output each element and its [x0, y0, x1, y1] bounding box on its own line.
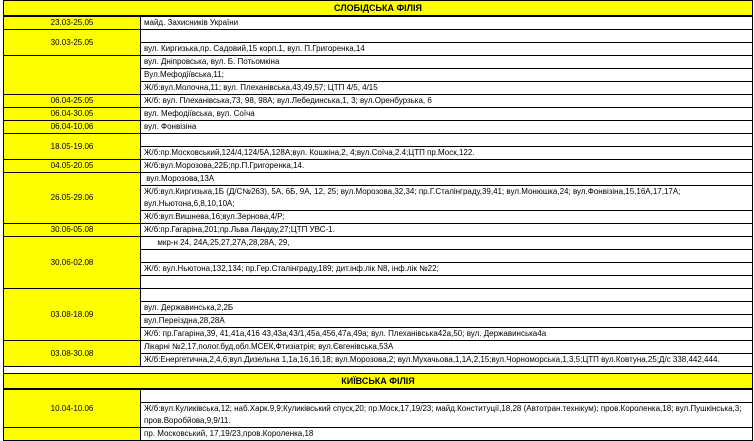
address-line: Ж/б:пр.Московський,124/4,124/5А,128А;вул. Кошкіна,2, 4;вул.Соїча,2.4;ЦТП пр.Моск,122. [141, 146, 752, 159]
address-line [141, 249, 752, 262]
address-cell [140, 223, 753, 237]
date-range-cell: 23.03-25.05 [3, 16, 141, 30]
address-line: вул. Мефодіївська, вул. Соїча [144, 109, 255, 118]
date-range-cell: 04.05-20.05 [3, 159, 141, 173]
address-line: Ж/б: пр.Гагаріна,39, 41,41а,416 43,43а,43/1,45а,456,47а,49а; вул. Плеханівська42а,50; вул. Державинська4а [141, 327, 752, 340]
address-cell [140, 107, 753, 121]
address-line: Ж/б: вул.Ньютона,132,134; пр.Гер.Сталінграду,189; дит.інф.лік N8, інф.лік №22; [141, 262, 752, 275]
address-line [141, 390, 752, 402]
address-cell [140, 29, 753, 56]
address-cell [140, 427, 753, 441]
date-range-cell: 18.05-19.06 [3, 133, 141, 160]
address-line: Ж/б:Енергетична,2,4,6;вул.Дизельна 1,1а,16,16,18; вул.Морозова,2; вул.Мухачьова,1,1А,2,15;вул.Чорноморська,1,3,5;ЦТП вул.Ковтуна,25;Д/с 338,442,444. [141, 353, 752, 366]
table-row [3, 120, 753, 134]
address-line [141, 289, 752, 301]
table-row [3, 159, 753, 173]
address-cell [140, 16, 753, 30]
address-line: вул. Фонвізіна [144, 122, 197, 131]
address-line: Ж/б:вул.Молочна,11; вул. Плеханівська,43,49,57; ЦТП 4/5, 4/15 [141, 81, 752, 94]
date-range-cell: 06.04-30.05 [3, 107, 141, 121]
table-row [3, 340, 753, 367]
address-line: Ж/б:вул.Вишнева,16;вул.Зернова,4/Р; [141, 210, 752, 223]
address-cell [140, 120, 753, 134]
address-line: Вул.Мефодіївська,11; [141, 68, 752, 81]
date-range-cell: 06.04-25.05 [3, 94, 141, 108]
address-cell [140, 133, 753, 160]
table-row [3, 29, 753, 56]
table-row [3, 133, 753, 160]
address-cell [140, 236, 753, 289]
date-range-cell: 30.06-02.08 [3, 236, 141, 289]
date-range-cell: 30.03-25.05 [3, 29, 141, 56]
address-cell [140, 94, 753, 108]
table-row [3, 16, 753, 30]
address-line: пр. Московський, 17,19/23,пров.Короленка,18 [144, 429, 314, 438]
date-range-cell [3, 427, 141, 441]
table-row [3, 427, 753, 441]
address-line: вул. Дніпровська, вул. Б. Потьомкіна [144, 57, 280, 66]
date-range-cell: 10.04-10.06 [3, 389, 141, 428]
table-row [3, 236, 753, 289]
address-line: вул. Киргизька,пр. Садовий,15 корп.1, вул. П.Григоренка,14 [141, 42, 752, 55]
table-row [3, 223, 753, 237]
schedule-sheet [3, 0, 753, 441]
table-row [3, 389, 753, 428]
address-line: Ж/б:вул.Киргизька,1Б (Д/С№263), 5А, 6Б, 9А, 12, 25; вул.Морозова,32,34; пр.Г.Сталінграду,39,41; вул.Монюшка,24; вул.Фонвізіна,15,16А,17,17А; вул.Ньютона,6,8,10,10А; [141, 185, 752, 210]
date-range-cell: 06.04-10.06 [3, 120, 141, 134]
address-line: вул. Державинська,2,2Б [141, 301, 752, 314]
address-cell [140, 55, 753, 95]
table-row [3, 172, 753, 224]
address-line: вул.Морозова,13А [144, 174, 215, 183]
address-cell [140, 159, 753, 173]
address-line: вул.Переїздна,28,28А [141, 314, 752, 327]
section-header: КИЇВСЬКА ФІЛІЯ [3, 373, 753, 389]
address-line [141, 134, 752, 146]
address-line: Лікарні №2,17,полог.буд,обл.МСЕК,Фтизіатрія; вул.Євгенівська,53А [144, 342, 394, 351]
address-cell [140, 288, 753, 341]
address-cell [140, 340, 753, 367]
date-range-cell: 26.05-29.06 [3, 172, 141, 224]
table-row [3, 94, 753, 108]
section-header: СЛОБІДСЬКА ФІЛІЯ [3, 0, 753, 16]
address-line [141, 275, 752, 288]
table-row [3, 55, 753, 95]
address-line: мкр-н 24, 24А,25,27,27А,28,28А, 29, [144, 238, 290, 247]
address-cell [140, 172, 753, 224]
date-range-cell [3, 55, 141, 95]
address-line: Ж/б:пр.Гагаріна,201;пр.Льва Ландау,27;ЦТП УВС-1. [144, 225, 335, 234]
address-cell [140, 389, 753, 428]
address-line: Ж/б: вул. Плеханівська,73, 98, 98А; вул.Лебединська,1, 3; вул.Оренбурзька, 6 [144, 96, 432, 105]
date-range-cell: 30.06-05.08 [3, 223, 141, 237]
table-row [3, 107, 753, 121]
address-line [141, 30, 752, 42]
address-line: Ж/б:вул.Морозова,22Б;пр.П.Григоренка,14. [144, 161, 305, 170]
date-range-cell: 03.08-30.08 [3, 340, 141, 367]
date-range-cell: 03.08-18.09 [3, 288, 141, 341]
address-line: майд. Захисників України [144, 18, 239, 27]
table-row [3, 288, 753, 341]
address-line: Ж/б:вул.Куликівська,12; наб.Харк.9,9;Куликівський спуск,20; пр.Моск,17,19/23; майд.Конституції,18,28 (Автотран.технікум); пров.Короленка,18; вул.Пушкінська,3; пров.Воробйова,9,9/11. [141, 402, 752, 427]
